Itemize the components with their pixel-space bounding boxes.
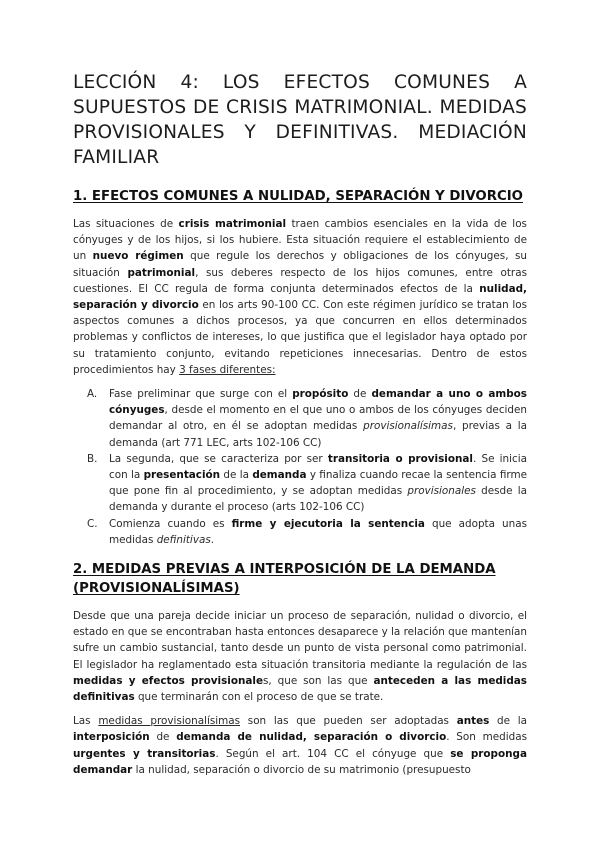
text-run: desde la demanda y durante el proceso (arts 102-106 CC) [109, 485, 527, 514]
text-run: Comienza cuando es [109, 517, 232, 530]
section-2-heading-line-1: 2. MEDIDAS PREVIAS A INTERPOSICIÓN DE LA DEMANDA [73, 562, 496, 578]
list-marker: B. [87, 452, 98, 465]
italic-run: provisionalísimas [363, 420, 453, 433]
list-marker: A. [87, 388, 98, 401]
bold-run: nulidad, separación y divorcio [73, 282, 527, 312]
phase-item-c [87, 516, 527, 548]
bold-run: presentación [143, 469, 221, 482]
text-run: . Se inicia con la [109, 452, 527, 482]
phases-list [73, 386, 527, 548]
section-2-paragraph-2 [73, 713, 527, 778]
text-run: de la [489, 715, 528, 728]
text-run: Fase preliminar que surge con el [109, 388, 293, 401]
section-2-heading-line-2: (PROVISIONALÍSIMAS) [73, 581, 240, 597]
text-run: . [210, 533, 215, 546]
bold-run: patrimonial [127, 266, 196, 279]
phase-item-a [87, 386, 527, 451]
phase-item-b [87, 451, 527, 516]
section-1-heading-text: 1. EFECTOS COMUNES A NULIDAD, SEPARACIÓN Y DIVORCIO [73, 189, 523, 204]
text-run: . Según el art. 104 CC el cónyuge que [215, 747, 451, 760]
italic-run: definitivas [156, 533, 211, 546]
text-run: . Son medidas [446, 731, 527, 744]
bold-run: propósito [292, 388, 349, 401]
text-run: son las que pueden ser adoptadas [240, 715, 457, 728]
bold-run: interposición [73, 731, 150, 744]
text-run: de la [220, 469, 253, 482]
list-marker: C. [87, 517, 98, 530]
text-run: , desde el momento en el que uno o ambos de los cónyuges deciden demandar al otro, en él se adoptan medidas [109, 404, 527, 433]
text-run: en los arts 90-100 CC. Con este régimen jurídico se tratan los aspectos comunes a dichos procesos, ya que concurren en ellos determinados problemas y conflictos de intereses, lo que justifica que el legislador haya optado por su tratamiento conjunto, evitando repeticiones innecesarias. Dentro de estos procedimientos hay [73, 299, 528, 376]
bold-run: medidas y efectos provisionale [73, 674, 263, 687]
text-run: Las situaciones de [73, 218, 179, 230]
bold-run: demanda [252, 469, 307, 482]
bold-run: anteceden a las medidas definitivas [73, 674, 527, 704]
underlined-run: 3 fases diferentes: [179, 363, 276, 376]
bold-run: transitoria o provisional [327, 452, 473, 465]
page-title: LECCIÓN 4: LOS EFECTOS COMUNES A SUPUESTOS DE CRISIS MATRIMONIAL. MEDIDAS PROVISIONALES Y DEFINITIVAS. MEDIACIÓN FAMILIAR [73, 72, 527, 168]
section-2-paragraph-1 [73, 608, 527, 705]
text-run: s, que son las que [263, 674, 374, 687]
bold-run: demandar a uno o ambos cónyuges [109, 388, 527, 417]
text-run: que adopta unas medidas [109, 517, 527, 546]
section-2-heading [73, 560, 527, 598]
text-run: , previas a la demanda (art 771 LEC, arts 102-106 CC) [109, 420, 527, 449]
text-run: que regule los derechos y obligaciones de los cónyuges, su situación [73, 250, 527, 279]
text-run: de [149, 731, 177, 744]
section-1-paragraph [73, 216, 527, 378]
bold-run: nuevo régimen [92, 250, 184, 263]
text-run: que terminarán con el proceso de que se trate. [134, 691, 384, 704]
bold-run: se proponga demandar [73, 747, 527, 776]
text-run: de [348, 388, 372, 401]
text-run: y finaliza cuando recae la sentencia firme que pone fin al procedimiento, y se adoptan medidas [109, 469, 527, 498]
underlined-run: medidas provisionalísimas [98, 715, 241, 728]
text-run: , sus deberes respecto de los hijos comunes, entre otras cuestiones. El CC regula de forma conjunta determinados efectos de la [73, 266, 527, 295]
bold-run: antes [456, 715, 490, 728]
text-run: Desde que una pareja decide iniciar un proceso de separación, nulidad o divorcio, el estado en que se encontraban hasta entonces desaparece y la relación que mantenían sufre un cambio sustancial, tanto desde un punto de vista personal como patrimonial. El legislador ha reglamentado esta situación transitoria mediante la regulación de las [73, 610, 527, 671]
section-1-heading [73, 187, 527, 206]
text-run: la nulidad, separación o divorcio de su matrimonio (presupuesto [132, 763, 471, 776]
bold-run: demanda de nulidad, separación o divorcio [176, 731, 447, 744]
text-run: La segunda, que se caracteriza por ser [109, 452, 328, 465]
bold-run: urgentes y transitorias [73, 747, 216, 760]
text-run: traen cambios esenciales en la vida de los cónyuges y de los hijos, si los hubiere. Esta situación requiere el establecimiento de un [73, 218, 527, 263]
italic-run: provisionales [407, 485, 476, 498]
bold-run: firme y ejecutoria la sentencia [231, 517, 425, 530]
text-run: Las [73, 715, 99, 728]
bold-run: crisis matrimonial [178, 218, 287, 230]
